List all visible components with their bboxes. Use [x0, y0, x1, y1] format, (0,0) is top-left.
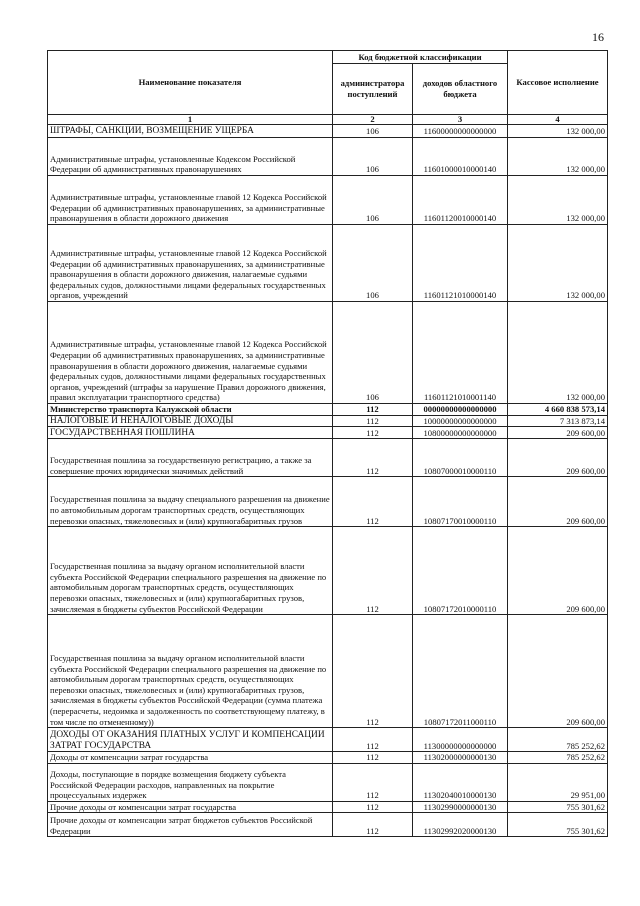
- row-indicator-name: Прочие доходы от компенсации затрат государства: [48, 801, 333, 813]
- table-row: [48, 404, 608, 416]
- row-income-code: 10800000000000000: [413, 427, 508, 439]
- table-row: [48, 752, 608, 764]
- row-income-code: 10000000000000000: [413, 415, 508, 427]
- table-row: [48, 176, 608, 225]
- row-cash-amount: 132 000,00: [508, 138, 608, 176]
- row-cash-amount: 209 600,00: [508, 615, 608, 728]
- row-cash-amount: 209 600,00: [508, 477, 608, 527]
- row-income-code: 11601121010000140: [413, 225, 508, 302]
- row-income-code: 11601120010000140: [413, 176, 508, 225]
- row-income-code: 00000000000000000: [413, 404, 508, 416]
- row-cash-amount: 132 000,00: [508, 302, 608, 404]
- column-number-row: [48, 115, 608, 125]
- row-cash-amount: 132 000,00: [508, 225, 608, 302]
- row-admin-code: 112: [333, 763, 413, 801]
- table-row: [48, 225, 608, 302]
- row-income-code: 10807000010000110: [413, 439, 508, 477]
- row-income-code: 10807172011000110: [413, 615, 508, 728]
- row-indicator-name: Административные штрафы, установленные главой 12 Кодекса Российской Федерации об административных правонарушениях, за административные правонарушения в области дорожного движения: [48, 176, 333, 225]
- row-cash-amount: 785 252,62: [508, 752, 608, 764]
- table-row: [48, 728, 608, 752]
- row-income-code: 11600000000000000: [413, 125, 508, 138]
- row-cash-amount: 209 600,00: [508, 439, 608, 477]
- row-indicator-name: Прочие доходы от компенсации затрат бюджетов субъектов Российской Федерации: [48, 813, 333, 837]
- row-income-code: 11302990000000130: [413, 801, 508, 813]
- row-indicator-name: Административные штрафы, установленные Кодексом Российской Федерации об административных правонарушениях: [48, 138, 333, 176]
- row-income-code: 11300000000000000: [413, 728, 508, 752]
- column-number: 1: [48, 115, 333, 125]
- row-admin-code: 106: [333, 125, 413, 138]
- row-indicator-name: Административные штрафы, установленные главой 12 Кодекса Российской Федерации об административных правонарушениях, за административные правонарушения в области дорожного движения, налагаемые судьями федеральных судов, должностными лицами федеральных государственных органов, учреждений: [48, 225, 333, 302]
- row-cash-amount: 132 000,00: [508, 176, 608, 225]
- row-income-code: 11302992020000130: [413, 813, 508, 837]
- table-row: [48, 439, 608, 477]
- header-administrator: администратора поступлений: [333, 64, 413, 115]
- table-body: [48, 125, 608, 837]
- row-admin-code: 112: [333, 527, 413, 615]
- table-row: [48, 427, 608, 439]
- row-cash-amount: 7 313 873,14: [508, 415, 608, 427]
- row-indicator-name: ШТРАФЫ, САНКЦИИ, ВОЗМЕЩЕНИЕ УЩЕРБА: [48, 125, 333, 138]
- row-admin-code: 112: [333, 477, 413, 527]
- row-indicator-name: Доходы от компенсации затрат государства: [48, 752, 333, 764]
- row-indicator-name: Доходы, поступающие в порядке возмещения бюджету субъекта Российской Федерации расходов, направленных на покрытие процессуальных издержек: [48, 763, 333, 801]
- row-admin-code: 106: [333, 176, 413, 225]
- row-cash-amount: 4 660 838 573,14: [508, 404, 608, 416]
- row-cash-amount: 209 600,00: [508, 427, 608, 439]
- row-income-code: 11601000010000140: [413, 138, 508, 176]
- row-admin-code: 112: [333, 728, 413, 752]
- row-indicator-name: ДОХОДЫ ОТ ОКАЗАНИЯ ПЛАТНЫХ УСЛУГ И КОМПЕНСАЦИИ ЗАТРАТ ГОСУДАРСТВА: [48, 728, 333, 752]
- row-cash-amount: 29 951,00: [508, 763, 608, 801]
- row-income-code: 11302000000000130: [413, 752, 508, 764]
- header-cash-execution: Кассовое исполнение: [508, 51, 608, 115]
- row-indicator-name: Государственная пошлина за выдачу органом исполнительной власти субъекта Российской Федерации специального разрешения на движение по автомобильным дорогам транспортных средств, осуществляющих перевозки опасных, тяжеловесных и (или) крупногабаритных грузов, зачисляемая в бюджеты субъектов Российской Федерации (сумма платежа (перерасчеты, недоимка и задолженность по соответствующему платежу, в том числе по отмененному)): [48, 615, 333, 728]
- table-row: [48, 813, 608, 837]
- row-admin-code: 112: [333, 427, 413, 439]
- row-admin-code: 112: [333, 615, 413, 728]
- row-indicator-name: НАЛОГОВЫЕ И НЕНАЛОГОВЫЕ ДОХОДЫ: [48, 415, 333, 427]
- row-admin-code: 106: [333, 225, 413, 302]
- budget-table: [47, 50, 608, 837]
- row-income-code: 10807170010000110: [413, 477, 508, 527]
- table-row: [48, 302, 608, 404]
- row-admin-code: 112: [333, 415, 413, 427]
- header-indicator-name: Наименование показателя: [48, 51, 333, 115]
- row-admin-code: 106: [333, 302, 413, 404]
- table-row: [48, 138, 608, 176]
- page-number: 16: [592, 30, 604, 44]
- column-number: 3: [413, 115, 508, 125]
- row-admin-code: 106: [333, 138, 413, 176]
- row-indicator-name: Министерство транспорта Калужской области: [48, 404, 333, 416]
- row-income-code: 10807172010000110: [413, 527, 508, 615]
- row-income-code: 11601121010001140: [413, 302, 508, 404]
- row-income-code: 11302040010000130: [413, 763, 508, 801]
- row-cash-amount: 755 301,62: [508, 801, 608, 813]
- row-admin-code: 112: [333, 801, 413, 813]
- row-admin-code: 112: [333, 404, 413, 416]
- table-row: [48, 763, 608, 801]
- row-indicator-name: Государственная пошлина за выдачу специального разрешения на движение по автомобильным дорогам транспортных средств, осуществляющих перевозки опасных, тяжеловесных и (или) крупногабаритных грузов: [48, 477, 333, 527]
- column-number: 4: [508, 115, 608, 125]
- row-cash-amount: 209 600,00: [508, 527, 608, 615]
- table-row: [48, 477, 608, 527]
- table-row: [48, 527, 608, 615]
- row-indicator-name: ГОСУДАРСТВЕННАЯ ПОШЛИНА: [48, 427, 333, 439]
- header-income-code: доходов областного бюджета: [413, 64, 508, 115]
- row-indicator-name: Административные штрафы, установленные главой 12 Кодекса Российской Федерации об административных правонарушениях, за административные правонарушения в области дорожного движения, налагаемые судьями федеральных судов, должностными лицами федеральных государственных органов, учреждений (штрафы за нарушение Правил дорожного движения, правил эксплуатации транспортного средства): [48, 302, 333, 404]
- row-cash-amount: 785 252,62: [508, 728, 608, 752]
- table-row: [48, 615, 608, 728]
- row-admin-code: 112: [333, 752, 413, 764]
- row-cash-amount: 755 301,62: [508, 813, 608, 837]
- header-budget-classification: Код бюджетной классификации: [333, 51, 508, 64]
- row-cash-amount: 132 000,00: [508, 125, 608, 138]
- table-row: [48, 415, 608, 427]
- table-row: [48, 801, 608, 813]
- row-admin-code: 112: [333, 439, 413, 477]
- row-indicator-name: Государственная пошлина за государственную регистрацию, а также за совершение прочих юридически значимых действий: [48, 439, 333, 477]
- column-number: 2: [333, 115, 413, 125]
- row-admin-code: 112: [333, 813, 413, 837]
- row-indicator-name: Государственная пошлина за выдачу органом исполнительной власти субъекта Российской Федерации специального разрешения на движение по автомобильным дорогам транспортных средств, осуществляющих перевозки опасных, тяжеловесных и (или) крупногабаритных грузов, зачисляемая в бюджеты субъектов Российской Федерации: [48, 527, 333, 615]
- table-row: [48, 125, 608, 138]
